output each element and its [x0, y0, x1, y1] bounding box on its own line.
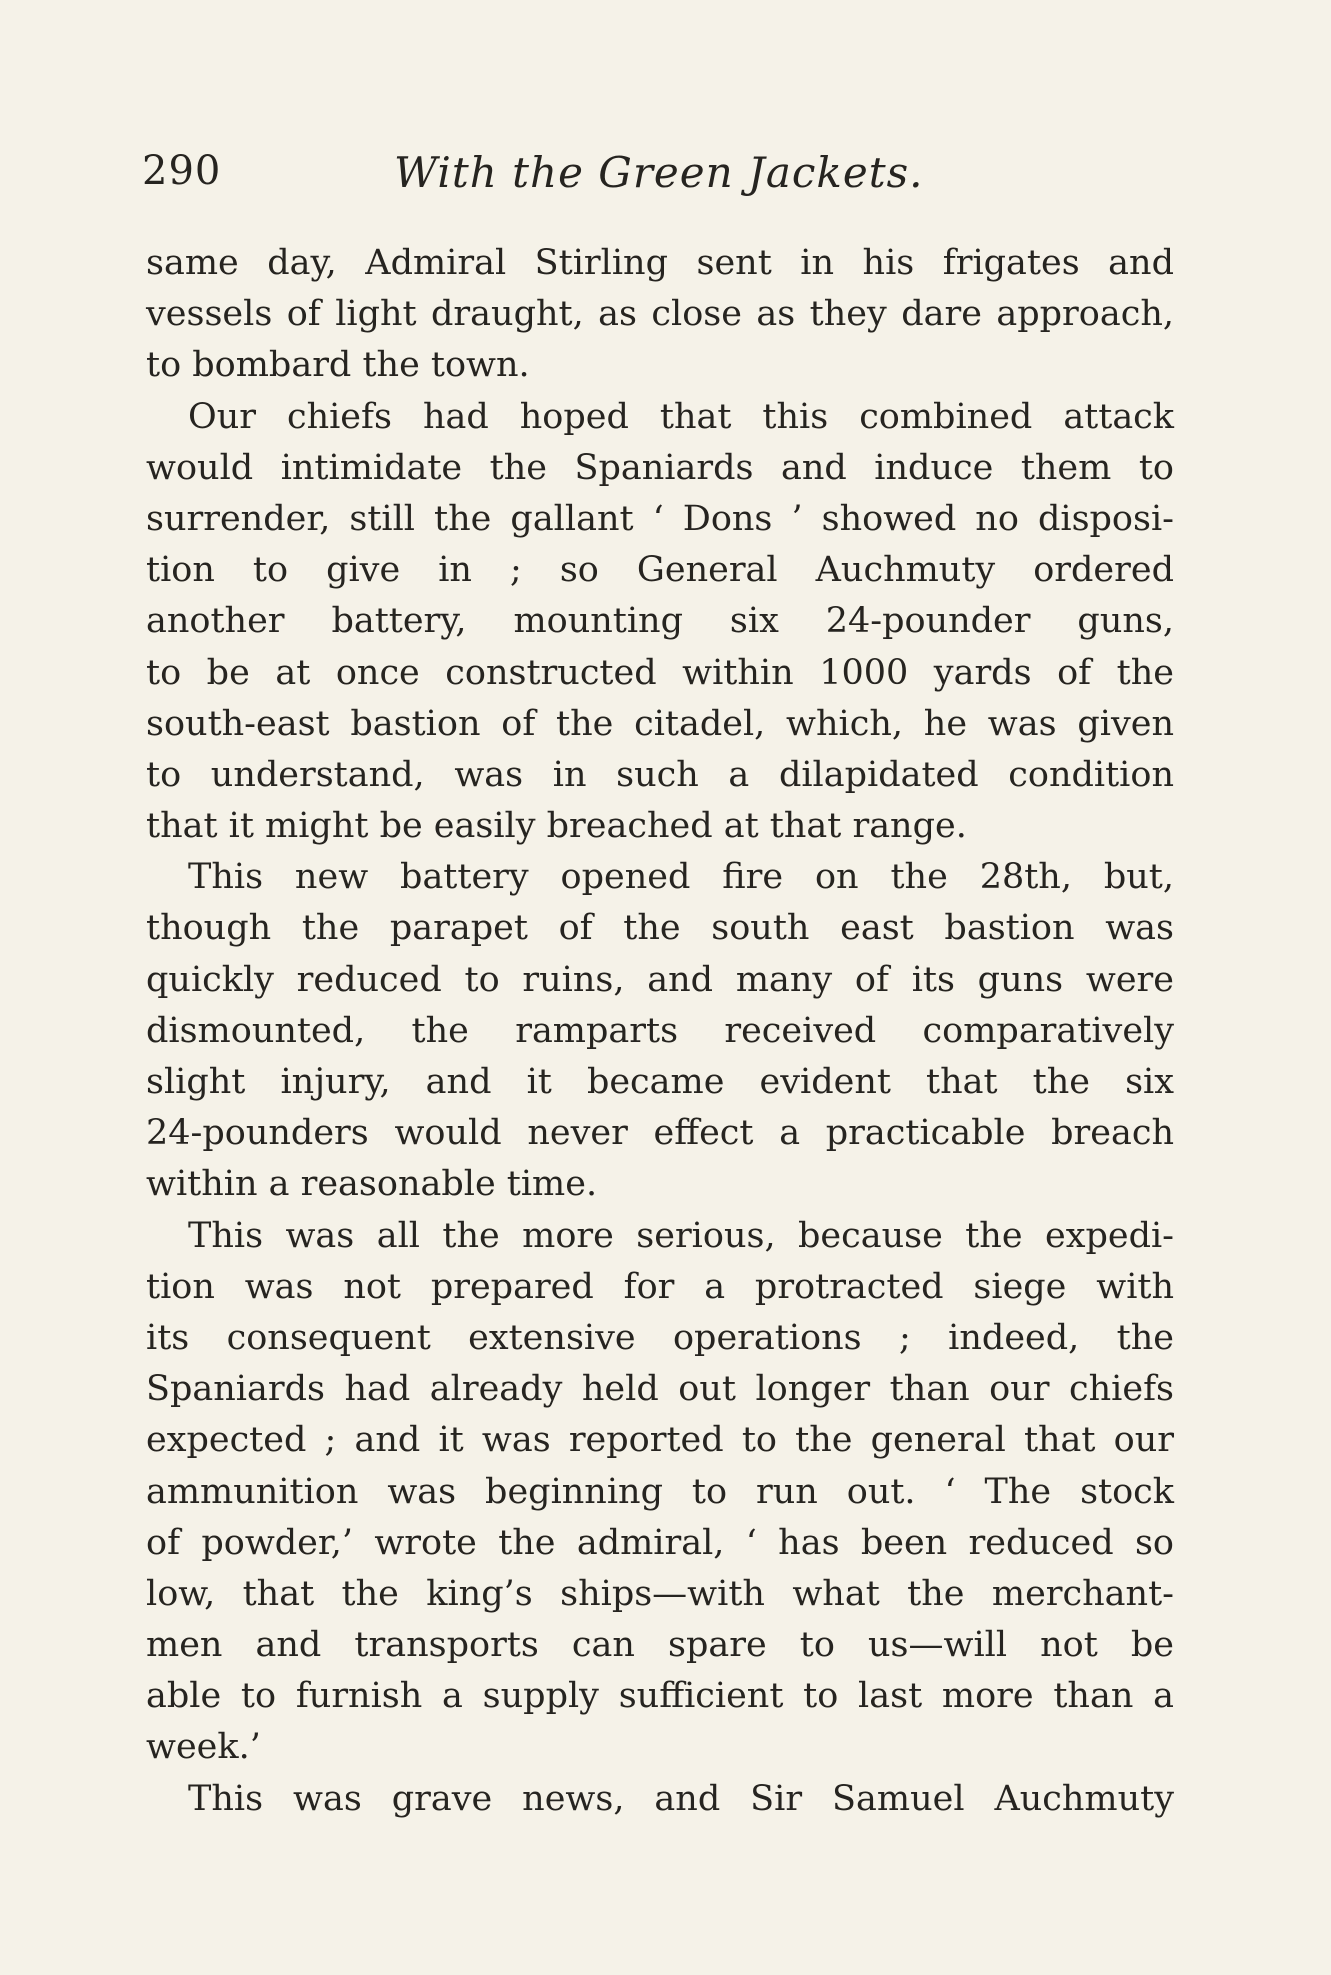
- text-line: another battery, mounting six 24-pounder guns,: [146, 601, 1174, 642]
- text-line: dismounted, the ramparts received comparatively: [146, 1010, 1174, 1051]
- text-line: 24-pounders would never effect a practicable breach: [146, 1113, 1174, 1154]
- running-title: With the Green Jackets.: [394, 148, 924, 197]
- text-line: to understand, was in such a dilapidated condition: [146, 754, 1174, 795]
- body-text: [146, 238, 1174, 1825]
- running-head: [142, 148, 1202, 208]
- text-line: that it might be easily breached at that range.: [146, 806, 967, 847]
- text-line: men and transports can spare to us—will not be: [146, 1625, 1174, 1666]
- text-line: would intimidate the Spaniards and induce them to: [146, 447, 1174, 488]
- text-line: to be at once constructed within 1000 yards of the: [146, 652, 1174, 693]
- text-line: south-east bastion of the citadel, which, he was given: [146, 703, 1174, 744]
- text-line: same day, Admiral Stirling sent in his frigates and: [146, 243, 1174, 283]
- text-line: This was all the more serious, because the expedi-: [188, 1215, 1174, 1256]
- text-line: vessels of light draught, as close as they dare approach,: [146, 294, 1174, 335]
- text-line: able to furnish a supply sufficient to last more than a: [146, 1676, 1174, 1717]
- text-line: This new battery opened fire on the 28th, but,: [188, 857, 1174, 898]
- text-line: Our chiefs had hoped that this combined attack: [188, 396, 1174, 437]
- text-line: tion to give in ; so General Auchmuty ordered: [146, 550, 1174, 591]
- text-line: to bombard the town.: [146, 345, 530, 386]
- text-line: expected ; and it was reported to the general that our: [146, 1420, 1174, 1461]
- text-line: slight injury, and it became evident that the six: [146, 1062, 1174, 1102]
- text-line: though the parapet of the south east bastion was: [146, 908, 1174, 949]
- text-line: Spaniards had already held out longer than our chiefs: [146, 1369, 1174, 1410]
- page-number: 290: [142, 148, 222, 194]
- text-line: within a reasonable time.: [146, 1164, 598, 1205]
- text-line: of powder,’ wrote the admiral, ‘ has been reduced so: [146, 1522, 1174, 1563]
- text-line: This was grave news, and Sir Samuel Auchmuty: [188, 1778, 1174, 1819]
- text-line: week.’: [146, 1727, 261, 1768]
- text-line: quickly reduced to ruins, and many of its guns were: [146, 959, 1174, 1000]
- text-line: tion was not prepared for a protracted siege with: [146, 1266, 1174, 1307]
- text-line: ammunition was beginning to run out. ‘ The stock: [146, 1471, 1174, 1512]
- text-line: its consequent extensive operations ; indeed, the: [146, 1317, 1174, 1358]
- text-line: low, that the king’s ships—with what the merchant-: [146, 1573, 1174, 1614]
- text-line: surrender, still the gallant ‘ Dons ’ showed no disposi-: [146, 498, 1174, 539]
